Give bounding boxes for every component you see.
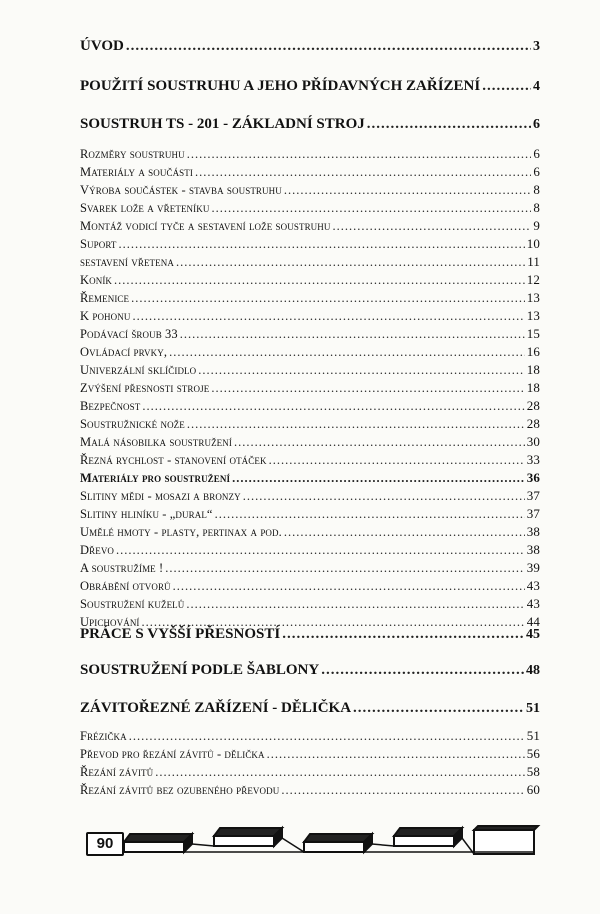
toc-entry-title: Rozměry soustruhu <box>80 147 185 161</box>
footer-ornament <box>124 824 544 858</box>
toc-entry-prace-s-vyssi-presnosti <box>80 626 540 643</box>
toc-entry <box>80 506 540 522</box>
toc-entry <box>80 200 540 216</box>
toc-entry-page: 18 <box>526 380 540 395</box>
toc-entry <box>80 764 540 780</box>
toc-entry-title: Koník <box>80 273 113 287</box>
toc-entry-page: 8 <box>533 182 540 197</box>
toc-entry-title: Bezpečnost <box>80 399 141 413</box>
toc-entry <box>80 578 540 594</box>
toc-entry <box>80 416 540 432</box>
toc-entry-page: 6 <box>533 164 540 179</box>
toc-entry-page: 60 <box>526 782 540 797</box>
toc-entry <box>80 452 540 468</box>
toc-entry-page: 15 <box>526 326 540 341</box>
toc-entry-page: 8 <box>533 200 540 215</box>
toc-entry <box>80 728 540 744</box>
toc-entry-title: Soustružnické nože <box>80 417 185 431</box>
toc-entry-page: 51 <box>526 701 540 716</box>
toc-entry <box>80 254 540 270</box>
toc-entry-title: Řezání závitů <box>80 765 154 779</box>
toc-entry-page: 37 <box>526 488 540 503</box>
toc-entry-soustruzeni-podle-sablony <box>80 662 540 679</box>
toc-entry-title: Slitiny hliníku - „dural“ <box>80 507 213 521</box>
page-number: 90 <box>86 832 124 856</box>
toc-entry-title: Materiály pro soustružení <box>80 471 231 485</box>
toc-entry-title: Montáž vodicí tyče a sestavení lože soustruhu <box>80 219 331 233</box>
toc-entry-title: Slitiny mědi - mosazi a bronzy <box>80 489 241 503</box>
toc-entry-page: 28 <box>526 416 540 431</box>
toc-entry <box>80 596 540 612</box>
toc-entry-pouziti <box>80 78 540 95</box>
toc-entry <box>80 272 540 288</box>
toc-entry-page: 58 <box>526 764 540 779</box>
toc-entry-title: sestavení vřetena <box>80 255 174 269</box>
toc-entry-page: 6 <box>533 146 540 161</box>
toc-entry-title: Výroba součástek - stavba soustruhu <box>80 183 282 197</box>
toc-entry-page: 43 <box>526 596 540 611</box>
toc-entry-title: POUŽITÍ SOUSTRUHU A JEHO PŘÍDAVNÝCH ZAŘÍZENÍ <box>80 78 481 94</box>
toc-entry-title: SOUSTRUŽENÍ PODLE ŠABLONY <box>80 662 320 678</box>
toc-entry-page: 28 <box>526 398 540 413</box>
toc-entry-soustruh <box>80 116 540 133</box>
toc-entry-zavitorezne-zarizeni <box>80 700 540 717</box>
toc-entry <box>80 146 540 162</box>
toc-entry-title: A soustružíme ! <box>80 561 164 575</box>
toc-entry-page: 39 <box>526 560 540 575</box>
toc-entry <box>80 782 540 798</box>
toc-entry <box>80 488 540 504</box>
toc-entry-page: 11 <box>527 254 540 269</box>
toc-entry-page: 36 <box>526 470 540 485</box>
toc-entry-title: Upichování <box>80 615 140 629</box>
toc-entry <box>80 746 540 762</box>
toc-entry-page: 51 <box>526 728 540 743</box>
toc-entry-title: PRÁCE S VYŠŠÍ PŘESNOSTÍ <box>80 626 281 642</box>
toc-entry-page: 38 <box>526 524 540 539</box>
toc-entry-page: 18 <box>526 362 540 377</box>
toc-entry-page: 33 <box>526 452 540 467</box>
toc-entry <box>80 524 540 540</box>
toc-entry-page: 56 <box>526 746 540 761</box>
toc-entry-page: 13 <box>526 308 540 323</box>
toc-entry-title: Materiály a součásti <box>80 165 193 179</box>
toc-entry <box>80 218 540 234</box>
toc-entry-title: Soustružení kuželů <box>80 597 185 611</box>
toc-entry-page: 6 <box>533 117 540 132</box>
toc-entry <box>80 470 540 486</box>
toc-entry-title: Umělé hmoty - plasty, pertinax a pod. <box>80 525 282 539</box>
toc-entry-page: 13 <box>526 290 540 305</box>
toc-entry <box>80 326 540 342</box>
toc-entry <box>80 542 540 558</box>
toc-entry-page: 10 <box>526 236 540 251</box>
toc-entry-page: 38 <box>526 542 540 557</box>
toc-entry-title: SOUSTRUH TS - 201 - ZÁKLADNÍ STROJ <box>80 116 365 132</box>
toc-entry-uvod <box>80 38 540 55</box>
toc-entry-page: 45 <box>526 627 540 642</box>
toc-entry <box>80 164 540 180</box>
toc-entry-title: Zvýšení přesnosti stroje <box>80 381 210 395</box>
toc-entry-page: 43 <box>526 578 540 593</box>
toc-entry <box>80 236 540 252</box>
toc-entry-title: ÚVOD <box>80 38 124 54</box>
toc-entry-title: ZÁVITOŘEZNÉ ZAŘÍZENÍ - DĚLIČKA <box>80 700 352 716</box>
toc-entry-page: 12 <box>526 272 540 287</box>
toc-entry <box>80 560 540 576</box>
toc-entry <box>80 434 540 450</box>
toc-entry-page: 44 <box>526 614 540 629</box>
toc-entry <box>80 344 540 360</box>
toc-entry-title: Řezání závitů bez ozubeného převodu <box>80 783 280 797</box>
toc-entry <box>80 308 540 324</box>
toc-entry <box>80 290 540 306</box>
toc-entry-title: K pohonu <box>80 309 131 323</box>
toc-entry-title: Ovládací prvky, <box>80 345 168 359</box>
toc-entry-page: 30 <box>526 434 540 449</box>
toc-entry <box>80 380 540 396</box>
toc-entry <box>80 398 540 414</box>
toc-entry-page: 3 <box>533 39 540 54</box>
toc-entry-page: 16 <box>526 344 540 359</box>
toc-entry-title: Malá násobilka soustružení <box>80 435 232 449</box>
toc-entry-page: 37 <box>526 506 540 521</box>
toc-entry-title: Řezná rychlost - stanovení otáček <box>80 453 267 467</box>
toc-entry <box>80 362 540 378</box>
toc-entry-title: Podávací šroub 33 <box>80 327 178 341</box>
toc-entry-title: Obrábění otvorů <box>80 579 171 593</box>
toc-entry-title: Řemenice <box>80 291 130 305</box>
toc-entry <box>80 182 540 198</box>
toc-entry-page: 48 <box>526 663 540 678</box>
toc-entry-title: Převod pro řezání závitů - dělička <box>80 747 265 761</box>
toc-entry-title: Frézička <box>80 729 127 743</box>
toc-entry-page: 9 <box>533 218 540 233</box>
toc-entry-page: 4 <box>533 79 540 94</box>
toc-entry-title: Univerzální sklíčidlo <box>80 363 197 377</box>
toc-entry-title: Dřevo <box>80 543 115 557</box>
toc-entry-title: Svarek lože a vřeteníku <box>80 201 210 215</box>
toc-entry-title: Suport <box>80 237 117 251</box>
